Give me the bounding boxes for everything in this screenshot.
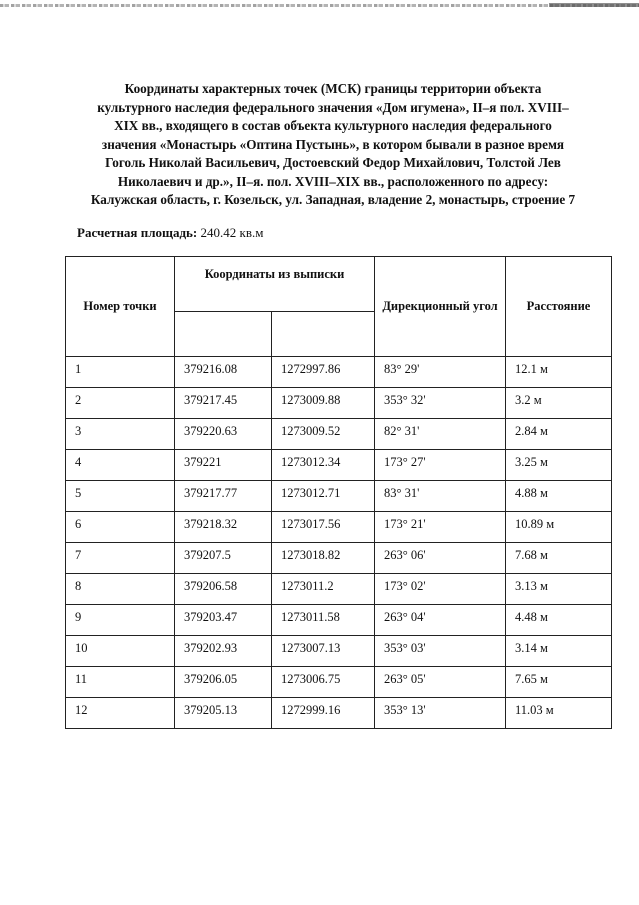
table-row [66,388,612,419]
cell-point-number: 4 [66,450,175,481]
table-row [66,450,612,481]
cell-point-number: 10 [66,636,175,667]
cell-x: 379206.05 [175,667,272,698]
cell-x: 379206.58 [175,574,272,605]
cell-distance: 3.25 м [506,450,612,481]
cell-distance: 3.14 м [506,636,612,667]
cell-point-number: 11 [66,667,175,698]
title-line: Калужская область, г. Козельск, ул. Западная, владение 2, монастырь, строение 7 [90,192,576,207]
table-row [66,636,612,667]
cell-x: 379205.13 [175,698,272,729]
cell-point-number: 1 [66,357,175,388]
cell-x: 379202.93 [175,636,272,667]
document-title [64,80,602,210]
cell-y: 1273018.82 [272,543,375,574]
cell-y: 1273006.75 [272,667,375,698]
cell-distance: 3.13 м [506,574,612,605]
cell-angle: 83° 31' [375,481,506,512]
scan-edge-artifact-right [549,3,639,7]
cell-x: 379221 [175,450,272,481]
cell-distance: 4.48 м [506,605,612,636]
cell-angle: 353° 03' [375,636,506,667]
cell-x: 379220.63 [175,419,272,450]
cell-y: 1273012.34 [272,450,375,481]
cell-angle: 173° 21' [375,512,506,543]
header-coordinates: Координаты из выписки [175,257,375,312]
cell-distance: 3.2 м [506,388,612,419]
cell-x: 379207.5 [175,543,272,574]
cell-distance: 4.88 м [506,481,612,512]
title-line: Гоголь Николай Васильевич, Достоевский Федор Михайлович, Толстой Лев [105,155,561,170]
cell-distance: 11.03 м [506,698,612,729]
area-label: Расчетная площадь: [77,225,198,240]
cell-point-number: 6 [66,512,175,543]
cell-y: 1273011.2 [272,574,375,605]
cell-distance: 7.65 м [506,667,612,698]
table-row [66,667,612,698]
coordinates-table [65,256,612,729]
table-header-row [66,257,612,312]
cell-angle: 173° 27' [375,450,506,481]
title-line: XIX вв., входящего в состав объекта культурного наследия федерального [114,118,552,133]
table-row [66,512,612,543]
cell-point-number: 9 [66,605,175,636]
table-row [66,481,612,512]
cell-x: 379216.08 [175,357,272,388]
table-row [66,543,612,574]
cell-angle: 263° 06' [375,543,506,574]
cell-distance: 12.1 м [506,357,612,388]
cell-point-number: 5 [66,481,175,512]
table-body [66,357,612,729]
cell-y: 1273011.58 [272,605,375,636]
cell-y: 1273017.56 [272,512,375,543]
cell-point-number: 2 [66,388,175,419]
title-line: Координаты характерных точек (МСК) границы территории объекта [124,81,542,96]
table-row [66,419,612,450]
table-row [66,605,612,636]
table-row [66,698,612,729]
cell-point-number: 8 [66,574,175,605]
cell-y: 1272997.86 [272,357,375,388]
cell-angle: 263° 05' [375,667,506,698]
cell-y: 1273007.13 [272,636,375,667]
cell-distance: 10.89 м [506,512,612,543]
cell-point-number: 7 [66,543,175,574]
title-line: значения «Монастырь «Оптина Пустынь», в котором бывали в разное время [101,136,565,152]
cell-point-number: 12 [66,698,175,729]
cell-y: 1273009.52 [272,419,375,450]
cell-angle: 353° 32' [375,388,506,419]
area-value: 240.42 кв.м [200,225,264,240]
header-direction-angle: Дирекционный угол [375,257,506,357]
cell-angle: 263° 04' [375,605,506,636]
cell-point-number: 3 [66,419,175,450]
scan-edge-artifact [0,4,639,7]
table-row [66,357,612,388]
cell-y: 1273012.71 [272,481,375,512]
cell-angle: 173° 02' [375,574,506,605]
cell-x: 379218.32 [175,512,272,543]
header-point-number: Номер точки [66,257,175,357]
cell-distance: 2.84 м [506,419,612,450]
cell-x: 379217.45 [175,388,272,419]
header-y-empty [272,312,375,357]
header-distance: Расстояние [506,257,612,357]
calculated-area [77,225,263,241]
cell-x: 379203.47 [175,605,272,636]
title-line: Николаевич и др.», II–я. пол. XVIII–XIX вв., расположенного по адресу: [117,173,549,189]
cell-x: 379217.77 [175,481,272,512]
cell-angle: 82° 31' [375,419,506,450]
header-x-empty [175,312,272,357]
cell-y: 1273009.88 [272,388,375,419]
cell-angle: 83° 29' [375,357,506,388]
cell-distance: 7.68 м [506,543,612,574]
title-line: культурного наследия федерального значения «Дом игумена», II–я пол. XVIII– [97,99,569,115]
cell-angle: 353° 13' [375,698,506,729]
table-row [66,574,612,605]
cell-y: 1272999.16 [272,698,375,729]
